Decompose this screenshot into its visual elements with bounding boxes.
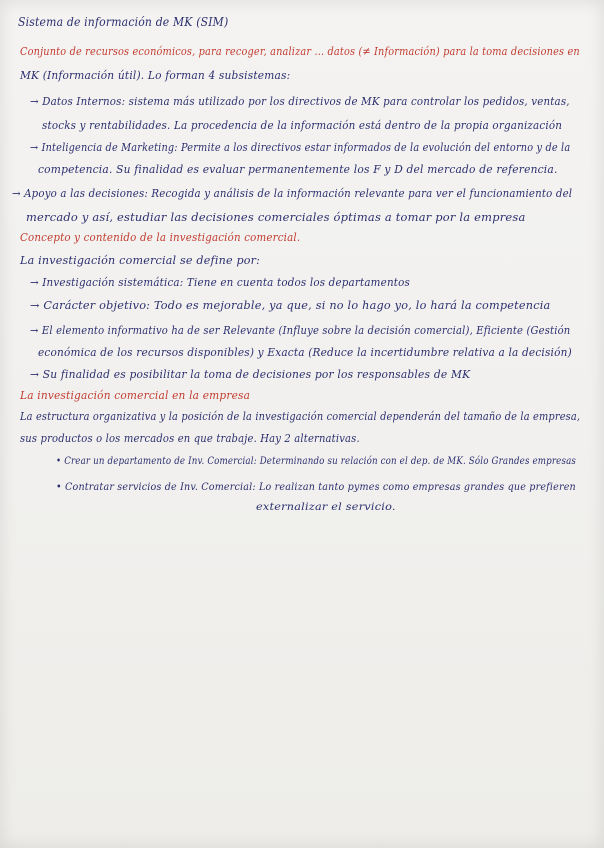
list-item: → Apoyo a las decisiones: Recogida y análisis de la información relevante para ver el funcionamiento del [12, 187, 573, 200]
text-line: stocks y rentabilidades. La procedencia de la información está dentro de la propia organización [42, 119, 563, 132]
list-item: → Inteligencia de Marketing: Permite a los directivos estar informados de la evolución del entorno y de la [30, 141, 571, 154]
list-item: → Carácter objetivo: Todo es mejorable, ya que, si no lo hago yo, lo hará la competencia [30, 299, 551, 312]
list-item: → El elemento informativo ha de ser Relevante (Influye sobre la decisión comercial), Eficiente (Gestión [30, 324, 571, 337]
text-line: económica de los recursos disponibles) y Exacta (Reduce la incertidumbre relativa a la decisión) [38, 346, 572, 359]
list-item: → Su finalidad es posibilitar la toma de decisiones por los responsables de MK [30, 368, 471, 381]
list-item: → Investigación sistemática: Tiene en cuenta todos los departamentos [30, 276, 410, 289]
text-line: MK (Información útil). Lo forman 4 subsistemas: [20, 68, 291, 82]
text-line: La investigación comercial se define por: [20, 253, 261, 267]
text-line: Conjunto de recursos económicos, para recoger, analizar ... datos (≠ Información) para la toma decisiones en [20, 44, 580, 58]
section-heading: La investigación comercial en la empresa [20, 388, 251, 402]
text-line: La estructura organizativa y la posición de la investigación comercial dependerán del tamaño de la empresa, [20, 409, 581, 423]
text-line: sus productos o los mercados en que trabaje. Hay 2 alternativas. [20, 431, 360, 445]
section-heading: Concepto y contenido de la investigación comercial. [20, 230, 301, 244]
page-title: Sistema de información de MK (SIM) [18, 14, 229, 29]
list-item: → Datos Internos: sistema más utilizado por los directivos de MK para controlar los pedidos, ventas, [30, 95, 570, 108]
list-item: • Crear un departamento de Inv. Comercial: Determinando su relación con el dep. de MK. Sólo Grandes empresas [56, 455, 577, 467]
text-line: mercado y así, estudiar las decisiones comerciales óptimas a tomar por la empresa [26, 211, 526, 224]
text-line: externalizar el servicio. [256, 501, 396, 513]
list-item: • Contratar servicios de Inv. Comercial: Lo realizan tanto pymes como empresas grandes que prefieren [56, 481, 576, 493]
text-line: competencia. Su finalidad es evaluar permanentemente los F y D del mercado de referencia. [38, 163, 558, 176]
